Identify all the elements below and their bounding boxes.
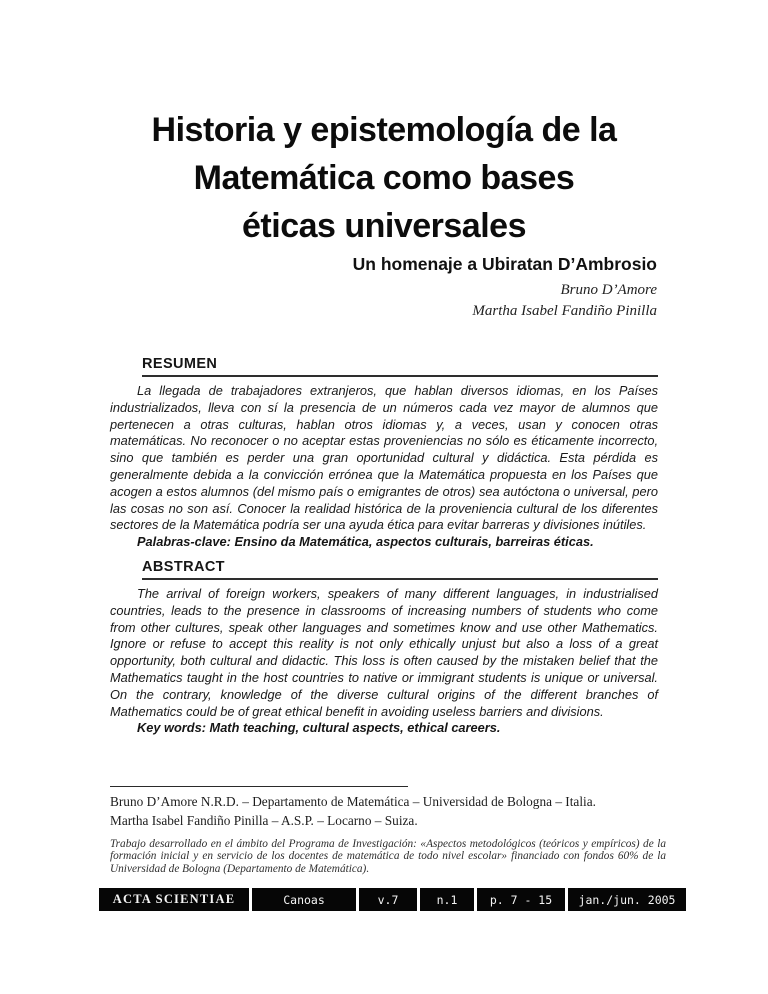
author-name: Bruno D’Amore	[560, 282, 657, 298]
tribute-line: Un homenaje a Ubiratan D’Ambrosio	[352, 254, 657, 274]
article-title	[0, 106, 768, 250]
affiliation-line: Martha Isabel Fandiño Pinilla – A.S.P. – Locarno – Suiza.	[110, 813, 418, 828]
resumen-heading: RESUMEN	[142, 356, 658, 377]
funding-note: Trabajo desarrollado en el ámbito del Programa de Investigación: «Aspectos metodológicos (teóricos y empíricos) de la formación inicial y en servicio de los docentes de matemática de todo nivel escolar» financiado con fondos 60% de la Universidad de Bologna (Departamento de Matemática).	[110, 838, 666, 875]
footnote-rule	[110, 786, 408, 787]
article-title-line-1: Historia y epistemología de la	[151, 111, 617, 149]
journal-period-cell: jan./jun. 2005	[568, 888, 686, 911]
abstract-section	[110, 559, 658, 737]
affiliation-line: Bruno D’Amore N.R.D. – Departamento de Matemática – Universidad de Bologna – Italia.	[110, 794, 596, 809]
article-title-line-2: Matemática como bases	[193, 159, 575, 197]
journal-volume-cell: v.7	[359, 888, 417, 911]
resumen-body: La llegada de trabajadores extranjeros, que hablan diversos idiomas, en los Países industrializados, lleva con sí la presencia de un números cada vez mayor de alumnos que pertenecen a otras culturas, hablan otros idiomas y, a veces, usan y conocen otras matemáticas. No reconocer o no aceptar estas proveniencias no sólo es éticamente incorrecto, sino que también es perder una gran oportunidad cultural y didáctica. Esta pérdida es generalmente debida a la convicción errónea que la Matemática propuesta en los Países que acogen a estos alumnos (del mismo país o emigrantes de otros) sea autóctona o universal, pero las cosas no son así. Conocer la realidad histórica de la proveniencia cultural de los diferentes sectores de la Matemática podría ser una ayuda ética para evitar barreras y divisiones inútiles.	[110, 383, 658, 533]
resumen-keywords: Palabras-clave: Ensino da Matemática, aspectos culturais, barreiras éticas.	[137, 534, 594, 550]
author-name: Martha Isabel Fandiño Pinilla	[472, 303, 657, 319]
author-list	[110, 280, 657, 322]
footnote-block	[110, 786, 666, 830]
article-title-line-3: éticas universales	[242, 207, 526, 245]
journal-info-bar	[99, 888, 686, 911]
abstract-heading: ABSTRACT	[142, 559, 658, 580]
resumen-section	[110, 356, 658, 551]
journal-name-cell: ACTA SCIENTIAE	[99, 888, 249, 911]
journal-city-cell: Canoas	[252, 888, 356, 911]
journal-number-cell: n.1	[420, 888, 474, 911]
abstract-body: The arrival of foreign workers, speakers of many different languages, in industrialised countries, leads to the presence in classrooms of increasing numbers of students who come from other cultures, speak other languages and sometimes know and use other Mathematics. Ignore or refuse to accept this reality is not only ethically unjust but also a loss of a great opportunity, both cultural and didactic. This loss is often caused by the mistaken belief that the Mathematics taught in the host countries to native or immigrant students is unique or universal. On the contrary, knowledge of the diverse cultural origins of the different branches of Mathematics could be of great ethical benefit in avoiding useless barriers and divisions.	[110, 586, 658, 719]
journal-pages-cell: p. 7 - 15	[477, 888, 565, 911]
abstract-keywords: Key words: Math teaching, cultural aspects, ethical careers.	[137, 720, 501, 736]
